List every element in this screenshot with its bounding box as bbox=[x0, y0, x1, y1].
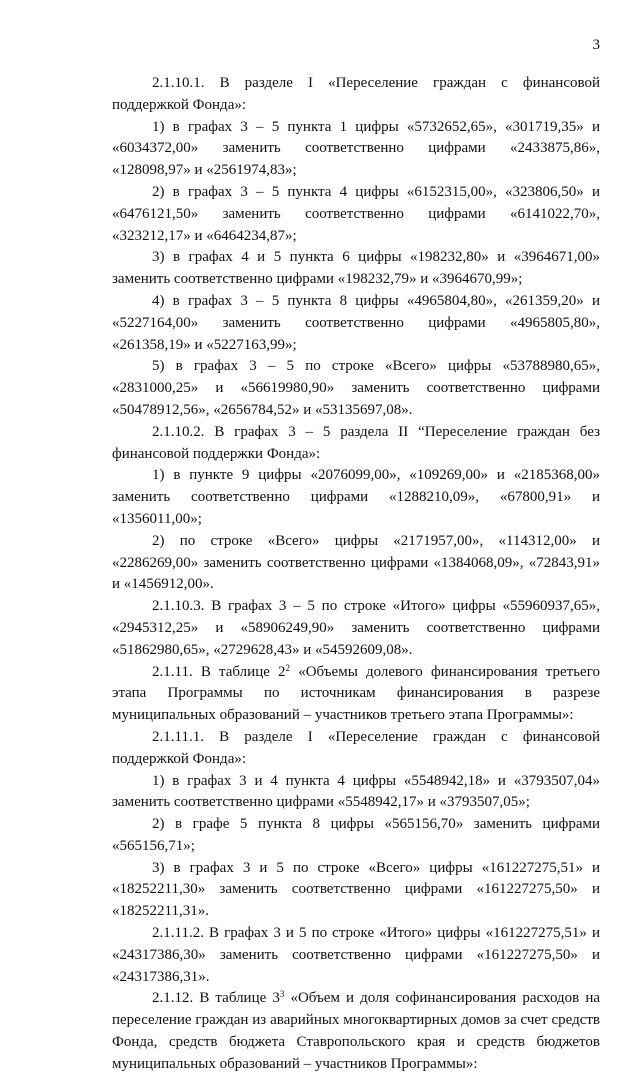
paragraph: 2.1.11.2. В графах 3 и 5 по строке «Итого» цифры «161227275,51» и «24317386,30» заменить соответственно цифрами «161227275,50» и «24317386,31». bbox=[112, 925, 600, 985]
paragraph: 1) в графах 3 – 5 пункта 1 цифры «5732652,65», «301719,35» и «6034372,00» заменить соответственно цифрами «2433875,86», «128098,97» и «2561974,83»; bbox=[112, 118, 600, 179]
paragraph: 2) по строке «Всего» цифры «2171957,00», «114312,00» и «2286269,00» заменить соответственно цифрами «1384068,09», «72843,91» и «1456912,00». bbox=[112, 532, 600, 593]
paragraph: 2.1.10.1. В разделе I «Переселение граждан с финансовой поддержкой Фонда»: bbox=[112, 75, 600, 113]
paragraph: 2.1.11. В таблице $2^2$ «Объемы долевого финансирования третьего этапа Программы по источникам финансирования в разрезе муниципальных образований – участников третьего этапа Программы»: bbox=[112, 662, 600, 724]
paragraph: 1) в пункте 9 цифры «2076099,00», «109269,00» и «2185368,00» заменить соответственно цифрами «1288210,09», «67800,91» и «1356011,00»; bbox=[112, 467, 600, 527]
document-body bbox=[112, 73, 600, 1076]
paragraph: 2.1.11.1. В разделе I «Переселение граждан с финансовой поддержкой Фонда»: bbox=[112, 728, 600, 767]
paragraph: 2.1.12. В таблице $3^3$ «Объем и доля софинансирования расходов на переселение граждан из аварийных многоквартирных домов за счет средств Фонда, средств бюджета Ставропольского края и средств бюджетов муниципальных образований – участников Программы»: bbox=[112, 989, 601, 1072]
paragraph: 1) в графах 3 и 4 пункта 4 цифры «5548942,18» и «3793507,04» заменить соответственно цифрами «5548942,17» и «3793507,05»; bbox=[112, 772, 600, 811]
paragraph: 3) в графах 3 и 5 по строке «Всего» цифры «161227275,51» и «18252211,30» заменить соответственно цифрами «161227275,50» и «18252211,31». bbox=[112, 859, 600, 920]
paragraph: 2.1.10.2. В графах 3 – 5 раздела II “Переселение граждан без финансовой поддержки Фонда»: bbox=[112, 423, 600, 462]
paragraph: 5) в графах 3 – 5 по строке «Всего» цифры «53788980,65», «2831000,25» и «56619980,90» заменить соответственно цифрами «50478912,56», «2656784,52» и «53135697,08». bbox=[112, 358, 600, 418]
superscript: 3 bbox=[279, 989, 285, 1000]
superscript: 2 bbox=[285, 662, 291, 673]
paragraph: 2) в графе 5 пункта 8 цифры «565156,70» заменить цифрами «565156,71»; bbox=[112, 816, 600, 854]
paragraph: 2.1.10.3. В графах 3 – 5 по строке «Итого» цифры «55960937,65», «2945312,25» и «58906249,90» заменить соответственно цифрами «51862980,65», «2729628,43» и «54592609,08». bbox=[112, 598, 600, 658]
paragraph: 2) в графах 3 – 5 пункта 4 цифры «6152315,00», «323806,50» и «6476121,50» заменить соответственно цифрами «6141022,70», «323212,17» и «6464234,87»; bbox=[112, 183, 600, 244]
paragraph: 3) в графах 4 и 5 пункта 6 цифры «198232,80» и «3964671,00» заменить соответственно цифрами «198232,79» и «3964670,99»; bbox=[112, 249, 600, 288]
page-number: 3 bbox=[592, 37, 600, 53]
paragraph: 4) в графах 3 – 5 пункта 8 цифры «4965804,80», «261359,20» и «5227164,00» заменить соответственно цифрами «4965805,80», «261358,19» и «5227163,99»; bbox=[112, 292, 600, 353]
